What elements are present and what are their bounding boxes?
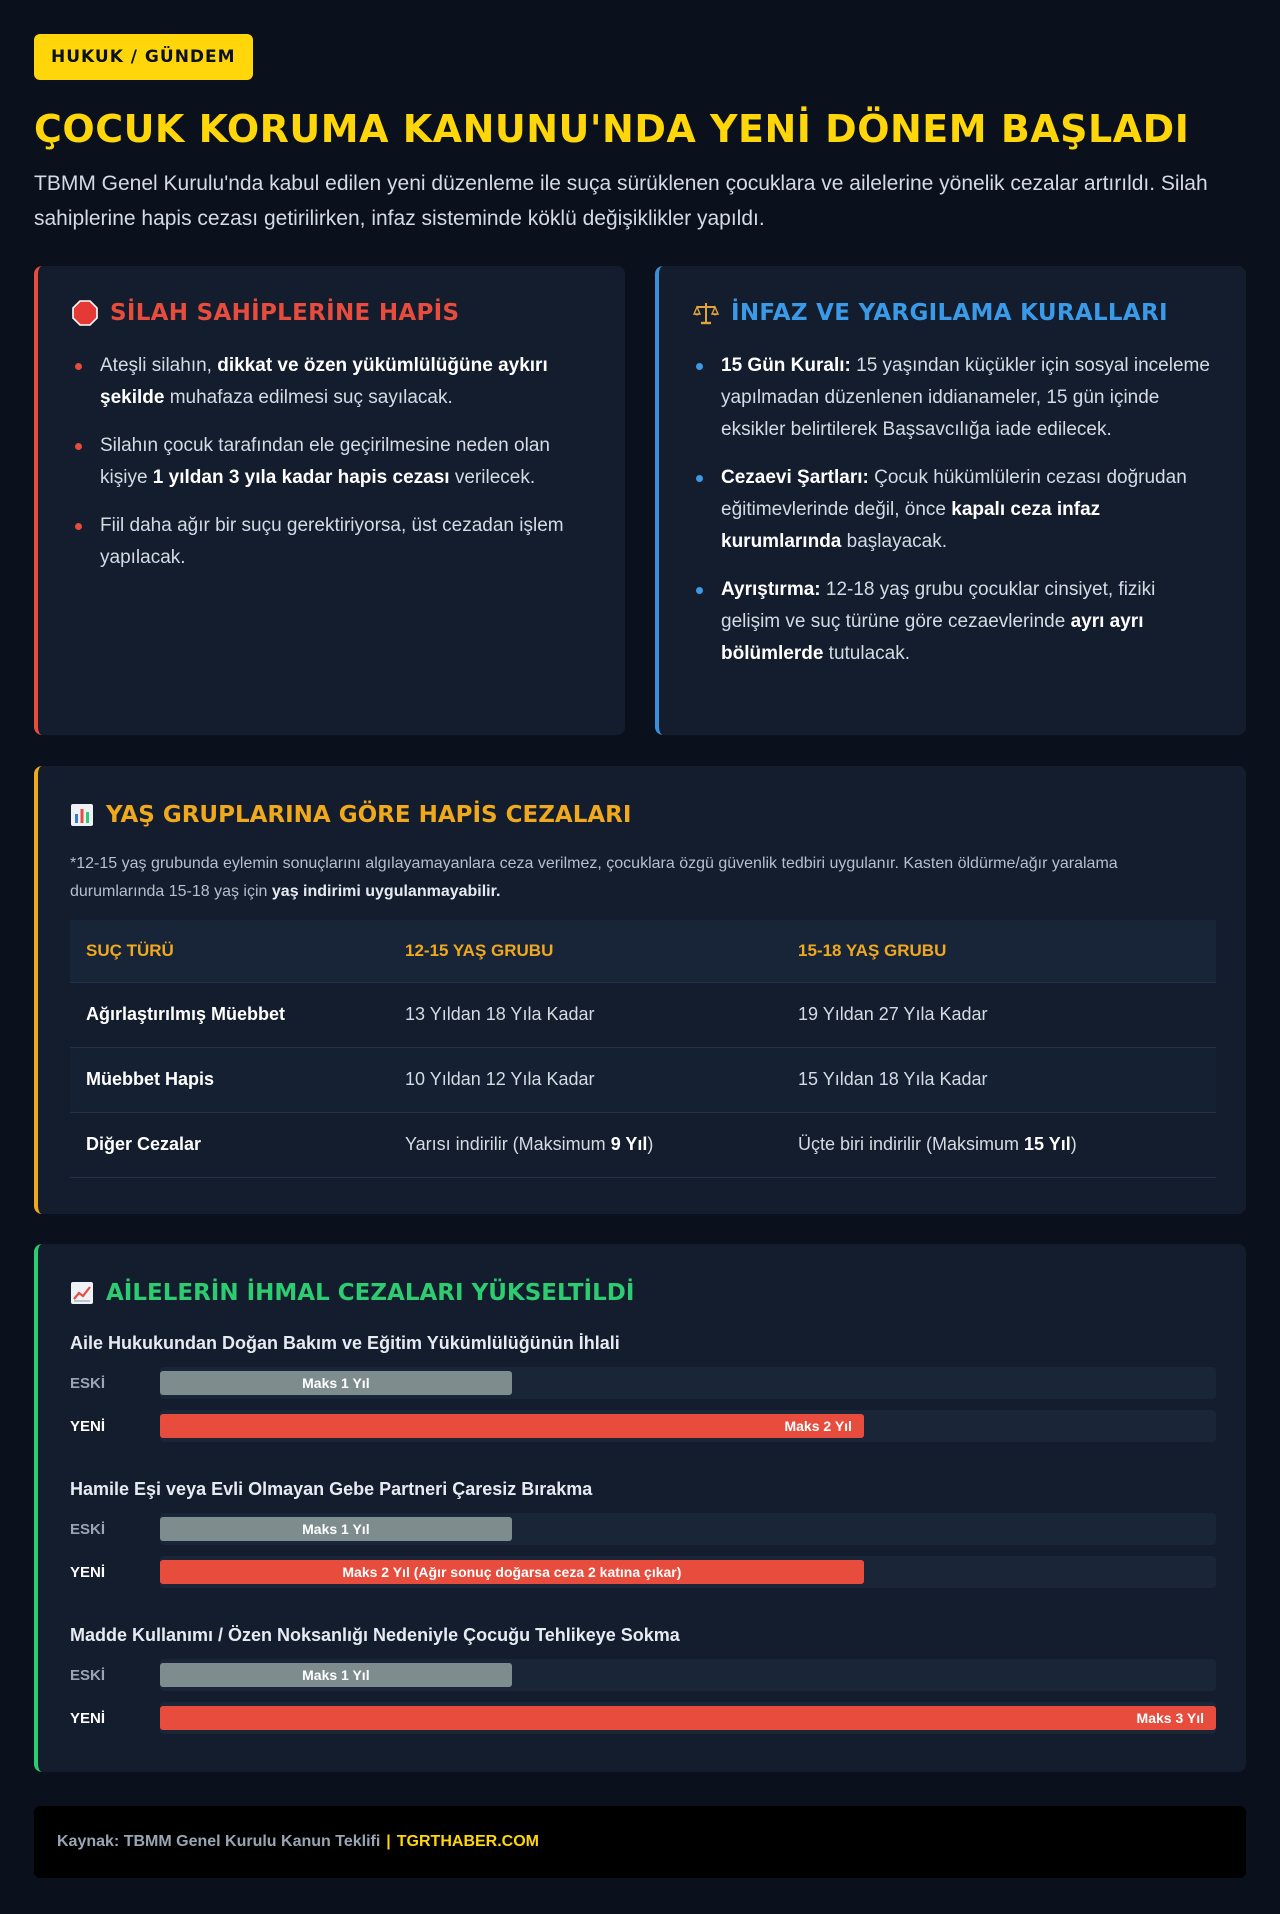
new-label: YENİ	[70, 1417, 106, 1435]
list-item: Fiil daha ağır bir suçu gerektiriyorsa, üst cezadan işlem yapılacak.	[72, 510, 595, 574]
table-row	[70, 1112, 1216, 1177]
stop-sign-icon	[72, 300, 98, 326]
family-penalties-title	[70, 1276, 1216, 1310]
bar-track	[160, 1513, 1216, 1545]
new-penalty-row	[70, 1408, 1216, 1444]
old-label: ESKİ	[70, 1374, 106, 1392]
age-note: *12-15 yaş grubunda eylemin sonuçlarını algılayamayanlara ceza verilmez, çocuklara özgü güvenlik tedbiri uygulanır. Kasten öldürme/ağır yaralama durumlarında 15-18 yaş için yaş indirimi uygulanmayabilir.	[70, 855, 1118, 900]
bar-track	[160, 1367, 1216, 1399]
old-label: ESKİ	[70, 1666, 106, 1684]
new-penalty-bar: Maks 2 Yıl	[160, 1414, 864, 1438]
family-penalties-section	[34, 1244, 1246, 1772]
bar-track	[160, 1702, 1216, 1734]
table-cell: Üçte biri indirilir (Maksimum 15 Yıl)	[782, 1112, 1216, 1177]
table-cell: Ağırlaştırılmış Müebbet	[70, 982, 389, 1047]
penalty-group	[70, 1474, 1216, 1590]
penalty-group	[70, 1620, 1216, 1736]
old-penalty-bar: Maks 1 Yıl	[160, 1371, 512, 1395]
brand-link[interactable]: TGRTHABER.COM	[396, 1833, 539, 1850]
gun-owners-card-title	[72, 296, 595, 330]
old-penalty-row	[70, 1657, 1216, 1693]
list-item: Cezaevi Şartları: Çocuk hükümlülerin cezası doğrudan eğitimevlerinde değil, önce kapalı ceza infaz kurumlarında başlayacak.	[693, 462, 1216, 558]
column-header-15-18: 15-18 YAŞ GRUBU	[782, 920, 1216, 982]
list-item: 15 Gün Kuralı: 15 yaşından küçükler için sosyal inceleme yapılmadan düzenlenen iddianameler, 15 gün içinde eksikler belirtilerek Başsavcılığa iade edilecek.	[693, 350, 1216, 446]
age-penalties-title	[70, 798, 1216, 832]
new-label: YENİ	[70, 1563, 106, 1581]
new-label: YENİ	[70, 1709, 106, 1727]
list-item: Silahın çocuk tarafından ele geçirilmesine neden olan kişiye 1 yıldan 3 yıla kadar hapis cezası verilecek.	[72, 430, 595, 494]
footer-separator: |	[386, 1833, 391, 1850]
lead-paragraph: TBMM Genel Kurulu'nda kabul edilen yeni düzenleme ile suça sürüklenen çocuklara ve ailelerine yönelik cezalar artırıldı. Silah sahiplerine hapis cezası getirilirken, infaz sisteminde köklü değişiklikler yapıldı.	[34, 172, 1208, 230]
bar-chart-icon	[70, 803, 94, 827]
gun-owners-list	[72, 350, 595, 574]
table-cell: Diğer Cezalar	[70, 1112, 389, 1177]
old-penalty-bar: Maks 1 Yıl	[160, 1663, 512, 1687]
gun-owners-title-text: SİLAH SAHİPLERİNE HAPİS	[110, 300, 460, 326]
gun-owners-card	[34, 266, 625, 735]
age-penalties-table	[70, 920, 1216, 1178]
bar-track	[160, 1410, 1216, 1442]
trend-up-icon	[70, 1281, 94, 1305]
enforcement-rules-title-text: İNFAZ VE YARGILAMA KURALLARI	[731, 300, 1168, 326]
table-cell: 15 Yıldan 18 Yıla Kadar	[782, 1047, 1216, 1112]
column-header-12-15: 12-15 YAŞ GRUBU	[389, 920, 782, 982]
table-header-row	[70, 920, 1216, 982]
family-penalties-title-text: AİLELERİN İHMAL CEZALARI YÜKSELTİLDİ	[106, 1280, 635, 1306]
old-label: ESKİ	[70, 1520, 106, 1538]
old-penalty-row	[70, 1365, 1216, 1401]
source-footer	[34, 1806, 1246, 1878]
enforcement-rules-list	[693, 350, 1216, 670]
penalty-group-title: Aile Hukukundan Doğan Bakım ve Eğitim Yükümlülüğünün İhlali	[70, 1333, 620, 1353]
penalty-group	[70, 1328, 1216, 1444]
infographic	[34, 34, 1246, 1850]
headline: ÇOCUK KORUMA KANUNU'NDA YENİ DÖNEM BAŞLADI	[34, 107, 1190, 151]
category-tag: HUKUK / GÜNDEM	[34, 34, 253, 80]
bar-track	[160, 1556, 1216, 1588]
table-row	[70, 1047, 1216, 1112]
penalty-group-title: Hamile Eşi veya Evli Olmayan Gebe Partneri Çaresiz Bırakma	[70, 1479, 593, 1499]
table-row	[70, 982, 1216, 1047]
penalty-group-title: Madde Kullanımı / Özen Noksanlığı Nedeniyle Çocuğu Tehlikeye Sokma	[70, 1625, 680, 1645]
table-cell: Yarısı indirilir (Maksimum 9 Yıl)	[389, 1112, 782, 1177]
source-text: Kaynak: TBMM Genel Kurulu Kanun Teklifi	[57, 1833, 381, 1850]
table-cell: 19 Yıldan 27 Yıla Kadar	[782, 982, 1216, 1047]
info-cards	[34, 266, 1246, 735]
new-penalty-row	[70, 1700, 1216, 1736]
column-header-crime-type: SUÇ TÜRÜ	[70, 920, 389, 982]
new-penalty-row	[70, 1554, 1216, 1590]
table-cell: 10 Yıldan 12 Yıla Kadar	[389, 1047, 782, 1112]
enforcement-rules-card	[655, 266, 1246, 735]
list-item: Ateşli silahın, dikkat ve özen yükümlülüğüne aykırı şekilde muhafaza edilmesi suç sayılacak.	[72, 350, 595, 414]
list-item: Ayrıştırma: 12-18 yaş grubu çocuklar cinsiyet, fiziki gelişim ve suç türüne göre cezaevlerinde ayrı ayrı bölümlerde tutulacak.	[693, 574, 1216, 670]
new-penalty-bar: Maks 3 Yıl	[160, 1706, 1216, 1730]
age-penalties-section	[34, 766, 1246, 1214]
new-penalty-bar: Maks 2 Yıl (Ağır sonuç doğarsa ceza 2 katına çıkar)	[160, 1560, 864, 1584]
scales-icon	[693, 300, 719, 326]
bar-track	[160, 1659, 1216, 1691]
table-cell: 13 Yıldan 18 Yıla Kadar	[389, 982, 782, 1047]
table-cell: Müebbet Hapis	[70, 1047, 389, 1112]
enforcement-rules-card-title	[693, 296, 1216, 330]
old-penalty-row	[70, 1511, 1216, 1547]
age-penalties-title-text: YAŞ GRUPLARINA GÖRE HAPİS CEZALARI	[106, 802, 632, 828]
old-penalty-bar: Maks 1 Yıl	[160, 1517, 512, 1541]
